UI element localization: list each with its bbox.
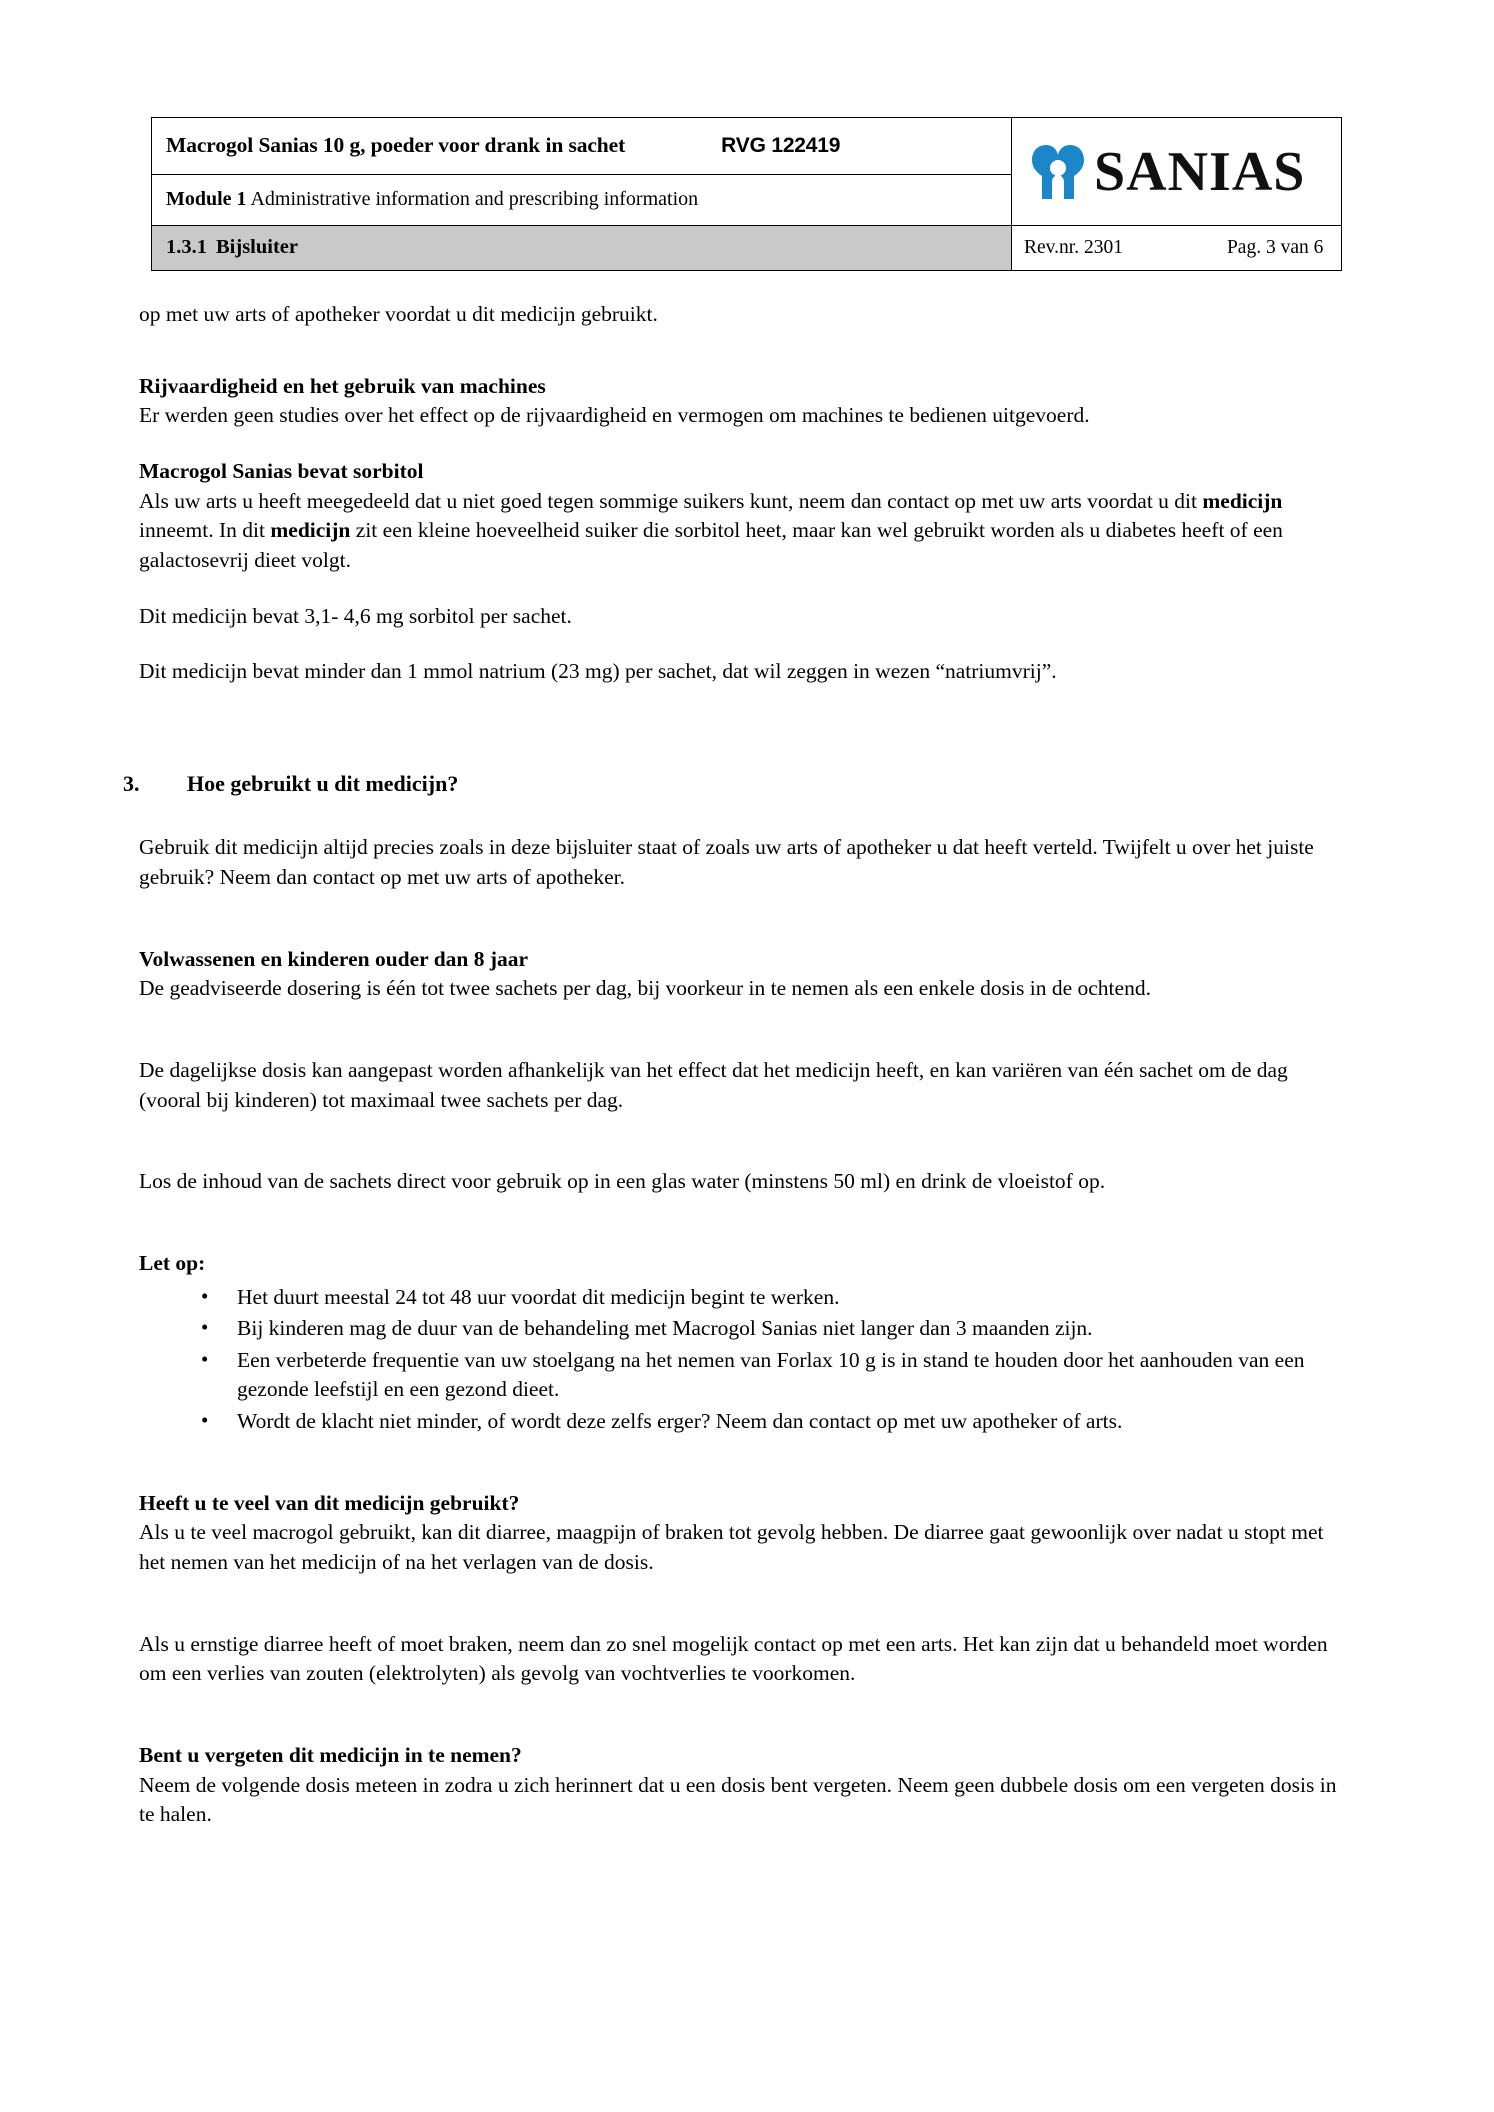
heading-missed-dose: Bent u vergeten dit medicijn in te nemen?: [139, 1743, 522, 1768]
sorbitol-text-3: zit een kleine hoeveelheid suiker die sorbitol heet, maar kan wel gebruikt worden als u diabetes heeft of een galactosevrij dieet volgt.: [139, 518, 1283, 572]
document-title: Macrogol Sanias 10 g, poeder voor drank in sachet: [166, 132, 626, 157]
paragraph-sorbitol: [139, 487, 1354, 576]
header-row-title: [152, 118, 1342, 175]
block-missed-dose: [139, 1741, 1354, 1830]
sorbitol-bold-1: medicijn: [1202, 488, 1283, 513]
heading-sorbitol: Macrogol Sanias bevat sorbitol: [139, 458, 424, 483]
paragraph-adults: De geadviseerde dosering is één tot twee sachets per dag, bij voorkeur in te nemen als een enkele dosis in de ochtend.: [139, 976, 1151, 1001]
brand-logo-cell: [1012, 118, 1342, 226]
paragraph-section3-intro: Gebruik dit medicijn altijd precies zoals in deze bijsluiter staat of zoals uw arts of apotheker u dat heeft verteld. Twijfelt u over het juiste gebruik? Neem dan contact op met uw arts of apotheker.: [139, 835, 1314, 889]
paragraph-continued: op met uw arts of apotheker voordat u dit medicijn gebruikt.: [139, 302, 658, 326]
list-item: • Het duurt meestal 24 tot 48 uur voordat dit medicijn begint te werken.: [201, 1283, 1354, 1313]
list-item: • Een verbeterde frequentie van uw stoelgang na het nemen van Forlax 10 g is in stand te houden door het aanhouden van een gezonde leefstijl en een gezond dieet.: [201, 1346, 1354, 1405]
heading-note: Let op:: [139, 1250, 206, 1275]
block-note: [139, 1249, 1354, 1437]
block-overdose: [139, 1489, 1354, 1578]
block-adults: [139, 945, 1354, 1004]
brand-wordmark: SANIAS: [1094, 140, 1306, 203]
sorbitol-bold-2: medicijn: [270, 518, 351, 543]
sorbitol-text-2: inneemt. In dit: [139, 518, 271, 543]
rvg-code: RVG 122419: [721, 133, 841, 157]
list-item: • Bij kinderen mag de duur van de behandeling met Macrogol Sanias niet langer dan 3 maanden zijn.: [201, 1314, 1354, 1344]
section-3-title: Hoe gebruikt u dit medicijn?: [187, 770, 459, 796]
page-number: Pag. 3 van 6: [1226, 237, 1324, 258]
heading-overdose: Heeft u te veel van dit medicijn gebruikt?: [139, 1490, 520, 1515]
section-number: 1.3.1: [166, 235, 207, 258]
document-body: [123, 300, 1354, 1856]
header-revision-cell: [1012, 226, 1342, 271]
section-title: Bijsluiter: [216, 235, 298, 258]
heading-adults: Volwassenen en kinderen ouder dan 8 jaar: [139, 946, 529, 971]
paragraph-sorbitol-amount: Dit medicijn bevat 3,1- 4,6 mg sorbitol per sachet.: [139, 603, 572, 628]
document-header-table: [151, 117, 1342, 271]
paragraph-daily-dose: De dagelijkse dosis kan aangepast worden afhankelijk van het effect dat het medicijn heeft, en kan variëren van één sachet om de dag (vooral bij kinderen) tot maximaal twee sachets per dag.: [139, 1057, 1288, 1112]
header-title-cell: [152, 118, 1012, 175]
block-driving: [139, 372, 1354, 431]
paragraph-driving: Er werden geen studies over het effect op de rijvaardigheid en vermogen om machines te bedienen uitgevoerd.: [139, 403, 1090, 428]
heading-driving: Rijvaardigheid en het gebruik van machines: [139, 373, 546, 398]
note-bullet-list: [139, 1283, 1354, 1437]
paragraph-missed-dose: Neem de volgende dosis meteen in zodra u zich herinnert dat u een dosis bent vergeten. Neem geen dubbele dosis om een vergeten dosis in te halen.: [139, 1772, 1337, 1827]
header-module-cell: [152, 175, 1012, 226]
block-sorbitol: [139, 457, 1354, 576]
module-description: Administrative information and prescribing information: [246, 187, 699, 210]
section-3-number: 3.: [123, 770, 140, 796]
paragraph-dissolve: Los de inhoud van de sachets direct voor gebruik op in een glas water (minstens 50 ml) en drink de vloeistof op.: [139, 1169, 1106, 1194]
header-row-section: [152, 226, 1342, 271]
paragraph-overdose-1: Als u te veel macrogol gebruikt, kan dit diarree, maagpijn of braken tot gevolg hebben. De diarree gaat gewoonlijk over nadat u stopt met het nemen van het medicijn of na het verlagen van de dosis.: [139, 1520, 1324, 1575]
paragraph-overdose-2: Als u ernstige diarree heeft of moet braken, neem dan zo snel mogelijk contact op met een arts. Het kan zijn dat u behandeld moet worden om een verlies van zouten (elektrolyten) als gevolg van vochtverlies te voorkomen.: [139, 1631, 1328, 1686]
sorbitol-text-1: Als uw arts u heeft meegedeeld dat u niet goed tegen sommige suikers kunt, neem dan contact op met uw arts voordat u dit: [139, 488, 1203, 513]
header-section-cell: [152, 226, 1012, 271]
list-item: • Wordt de klacht niet minder, of wordt deze zelfs erger? Neem dan contact op met uw apotheker of arts.: [201, 1407, 1354, 1437]
module-label: Module 1: [166, 187, 247, 210]
section-heading-3: [123, 769, 1354, 799]
sanias-figure-icon: [1032, 143, 1084, 201]
revision-number: Rev.nr. 2301: [1024, 237, 1123, 258]
paragraph-sodium-amount: Dit medicijn bevat minder dan 1 mmol natrium (23 mg) per sachet, dat wil zeggen in wezen “natriumvrij”.: [139, 659, 1057, 684]
